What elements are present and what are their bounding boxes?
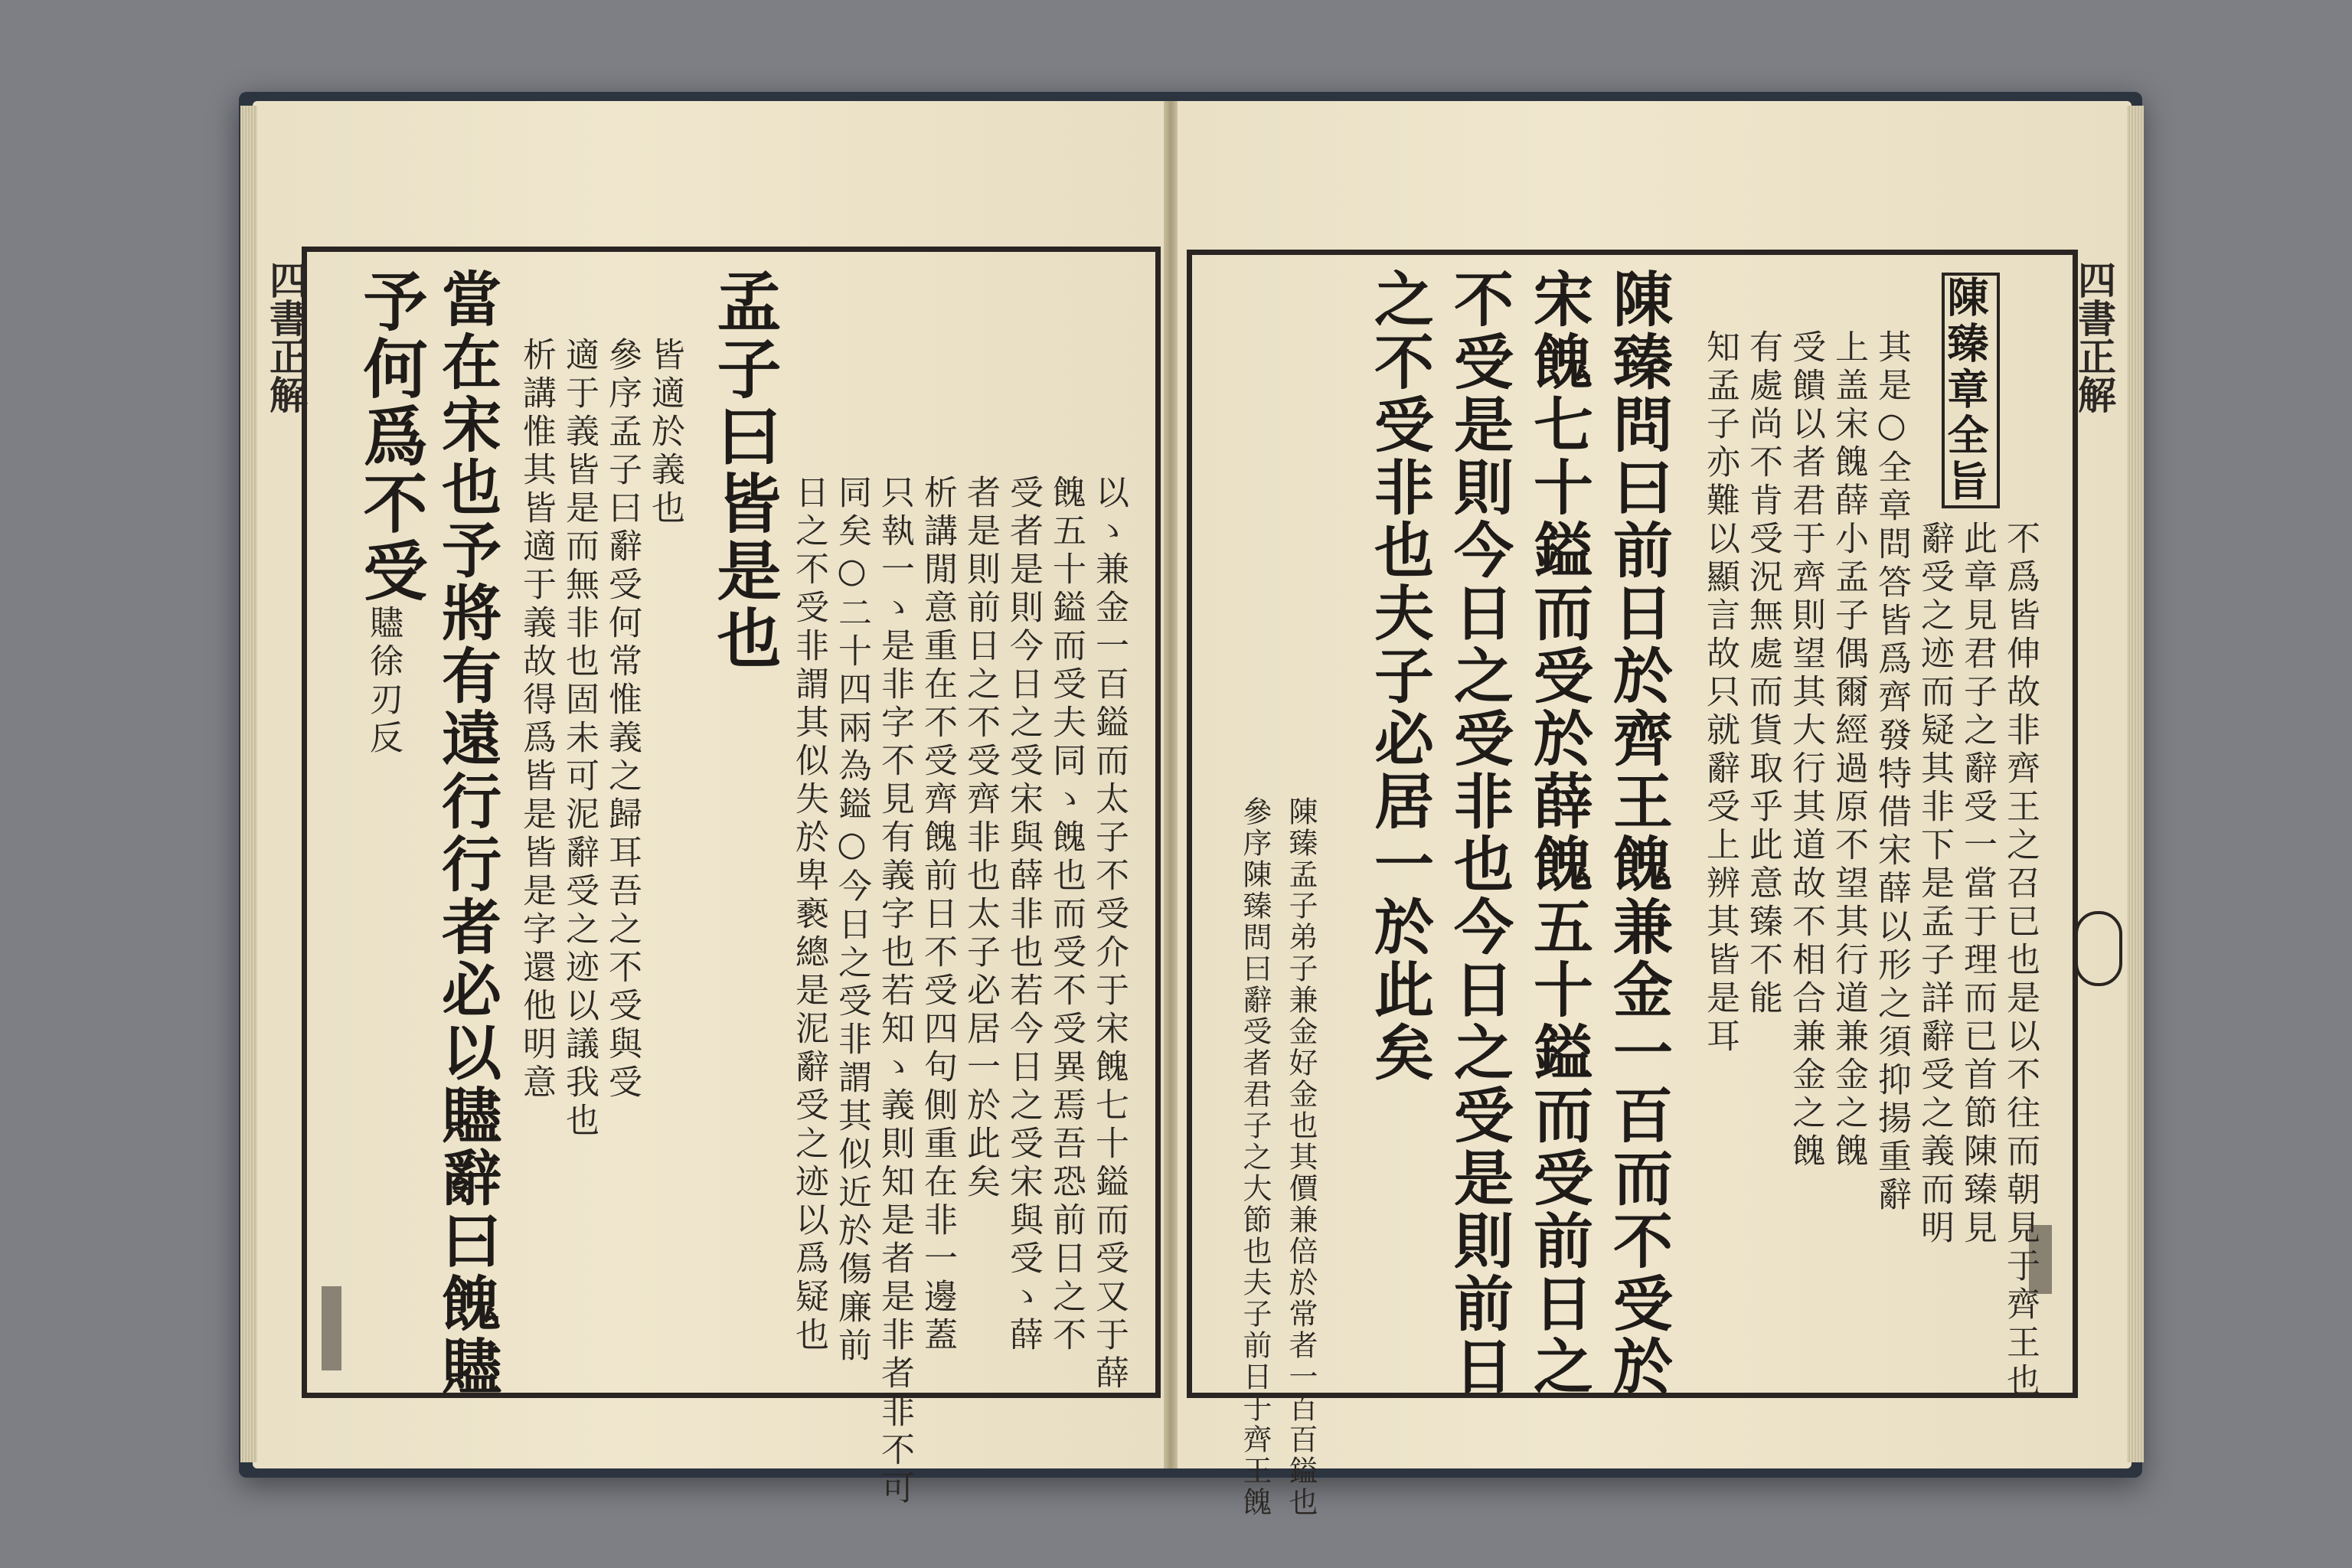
right-commentary-line: 知孟子亦難以顯言故只就辭受上辨其皆是耳 xyxy=(1700,329,1740,1057)
right-main-text: 宋餽七十鎰而受於薛餽五十鎰而受前日之 xyxy=(1524,268,1593,1398)
left-note-line: 參序孟子曰辭受何常惟義之歸耳吾之不受與受 xyxy=(603,337,642,1102)
right-commentary-line: 此章見君子之辭受一當于理而已首節陳臻見 xyxy=(1958,521,1997,1248)
right-note-line: 參序陳臻問曰辭受者君子之大節也夫子前日于齊王餽 xyxy=(1238,796,1272,1518)
right-commentary-line: 辭受之迹而疑其非下是孟子詳辭受之義而明 xyxy=(1915,521,1954,1248)
page-number-cartouche xyxy=(2075,911,2122,986)
right-margin-title: 四書正解 xyxy=(2072,260,2117,413)
book-gutter xyxy=(1164,101,1178,1468)
right-commentary-line: 不爲皆伸故非齊王之召已也是以不往而朝見于齊王也 xyxy=(2001,521,2040,1401)
left-commentary-line: 同矣○二十四兩為鎰○今日之受非謂其似近於傷廉前 xyxy=(832,475,871,1366)
left-gloss: 贐徐刃反 xyxy=(364,605,403,758)
right-commentary-line: 上盖宋餽薛小孟子偶爾經過原不望其行道兼金之餽 xyxy=(1829,329,1868,1171)
left-commentary-line: 日之不受非謂其似失於卑褻總是泥辭受之迹以爲疑也 xyxy=(789,475,828,1355)
left-commentary-line: 以ゝ兼金一百鎰而太子不受介于宋餽七十鎰而受又于薛 xyxy=(1089,475,1129,1393)
left-commentary-line: 者是則前日之不受齊非也太子必居一於此矣 xyxy=(961,475,1000,1202)
left-commentary-line: 只執一ゝ是非字不見有義字也若知ゝ義則知是者是非者非不可 xyxy=(875,475,914,1508)
chapter-title: 陳臻章全旨 xyxy=(1941,276,1990,505)
right-commentary-line: 有處尚不肯受況無處而貨取乎此意臻不能 xyxy=(1743,329,1782,1018)
left-commentary-line: 析講閒意重在不受齊餽前日不受四句側重在非一邊蓋 xyxy=(918,475,957,1355)
left-note-heading: 皆適於義也 xyxy=(645,337,684,528)
left-note-line: 適于義皆是而無非也固未可泥辭受之迹以議我也 xyxy=(560,337,599,1141)
left-note-line: 析講惟其皆適于義故得爲皆是皆是字還他明意 xyxy=(517,337,556,1102)
chapter-title-box xyxy=(1942,273,2000,508)
right-main-text: 之不受非也夫子必居一於此矣 xyxy=(1364,268,1434,1084)
right-commentary-line: 其是○全章問答皆爲齊發特借宋薛以形之須抑揚重辭 xyxy=(1872,329,1911,1215)
left-margin-title: 四書正解 xyxy=(263,260,309,413)
right-main-text: 陳臻問曰前日於齊王餽兼金一百而不受於 xyxy=(1603,268,1673,1398)
left-main-text: 予何爲不受 xyxy=(353,268,429,605)
left-main-line: 孟子曰皆是也 xyxy=(707,268,782,672)
right-main-text: 不受是則今日之受非也今日之受是則前日 xyxy=(1444,268,1514,1398)
left-commentary-line: 受者是則今日之受宋與薛非也若今日之受宋與受ゝ薛 xyxy=(1004,475,1043,1355)
right-commentary-line: 受饋以者君于齊則望其大行其道故不相合兼金之餽 xyxy=(1786,329,1825,1171)
right-note-line: 陳臻孟子弟子兼金好金也其價兼倍於常者一百百鎰也 xyxy=(1284,796,1318,1518)
left-main-text: 當在宋也予將有遠行行者必以贐辭曰餽贐 xyxy=(432,268,501,1398)
left-commentary-line: 餽五十鎰而受夫同ゝ餽也而受不受異焉吾恐前日之不 xyxy=(1047,475,1086,1355)
